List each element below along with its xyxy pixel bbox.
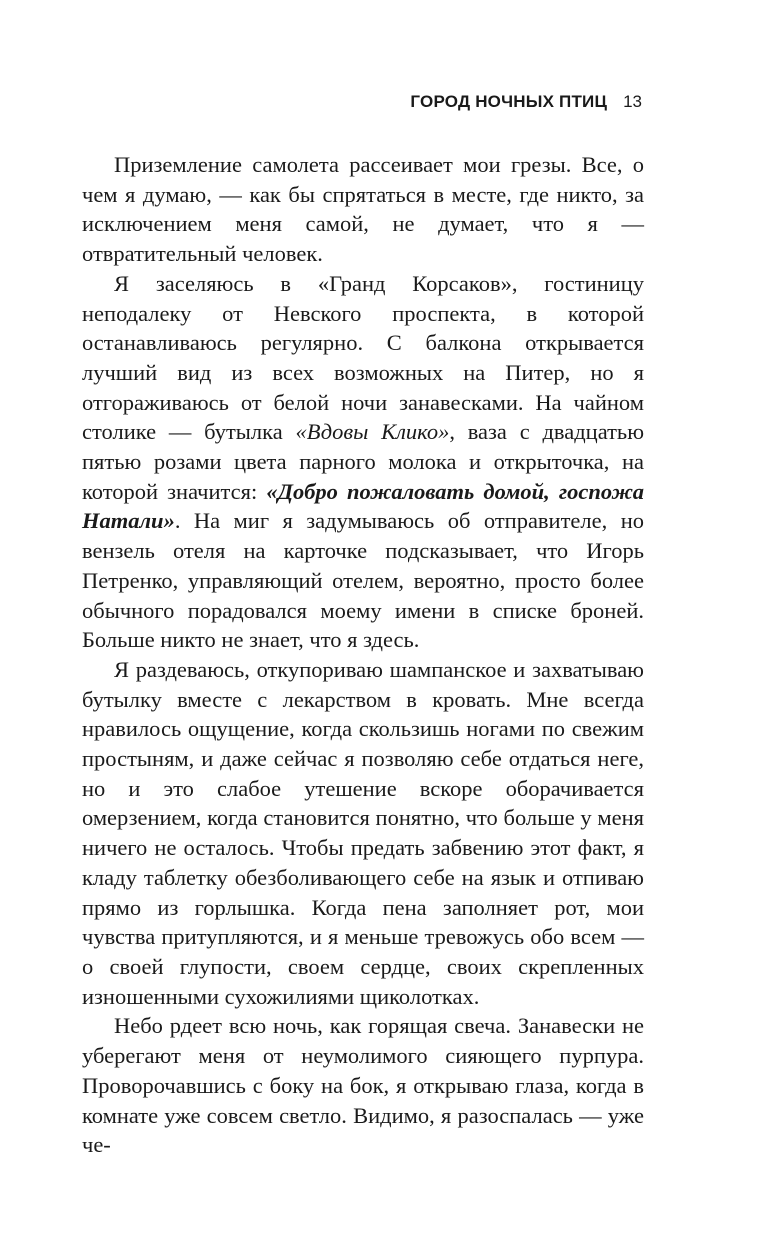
paragraph-2-text-c: . На миг я задумываюсь об отправителе, но вензель отеля на карточке подсказывает, что Игорь Петренко, управляющий отелем, вероятно, просто более обычного порадовался моему имени в списке броней. Больше никто не знает, что я здесь. bbox=[82, 508, 644, 653]
body-text bbox=[82, 150, 644, 1160]
paragraph-2-text-a: Я заселяюсь в «Гранд Корсаков», гостиницу неподалеку от Невского проспекта, в которой останавливаюсь регулярно. С балкона открывается лучший вид из всех возможных на Питер, но я отгораживаюсь от белой ночи занавесками. На чайном столике — бутылка bbox=[82, 270, 644, 445]
paragraph-1: Приземление самолета рассеивает мои грезы. Все, о чем я думаю, — как бы спрятаться в месте, где никто, за исключением меня самой, не думает, что я — отвратительный человек. bbox=[82, 152, 644, 267]
greeting-card-text: «Добро пожаловать домой, госпожа Натали» bbox=[82, 478, 644, 534]
paragraph-4: Небо рдеет всю ночь, как горящая свеча. Занавески не уберегают меня от неумолимого сияющего пурпура. Проворочавшись с боку на бок, я открываю глаза, когда в комнате уже совсем светло. Видимо, я разоспалась — уже че- bbox=[82, 1013, 644, 1158]
running-title: ГОРОД НОЧНЫХ ПТИЦ bbox=[410, 92, 608, 111]
paragraph-2-text-b: , ваза с двадцатью пятью розами цвета парного молока и открыточка, на которой значится: bbox=[82, 419, 644, 504]
running-header bbox=[0, 92, 642, 112]
paragraph-3: Я раздеваюсь, откупориваю шампанское и захватываю бутылку вместе с лекарством в кровать. Мне всегда нравилось ощущение, когда скользишь ногами по свежим простыням, и даже сейчас я позволяю себе отдаться неге, но и это слабое утешение вскоре оборачивается омерзением, когда становится понятно, что больше у меня ничего не осталось. Чтобы предать забвению этот факт, я кладу таблетку обезболивающего себе на язык и отпиваю прямо из горлышка. Когда пена заполняет рот, мои чувства притупляются, и я меньше тревожусь обо всем — о своей глупости, своем сердце, своих скрепленных изношенными сухожилиями щиколотках. bbox=[82, 656, 644, 1009]
champagne-brand: «Вдовы Клико» bbox=[295, 419, 450, 445]
page-number: 13 bbox=[623, 92, 642, 111]
paragraph-2 bbox=[82, 269, 644, 655]
